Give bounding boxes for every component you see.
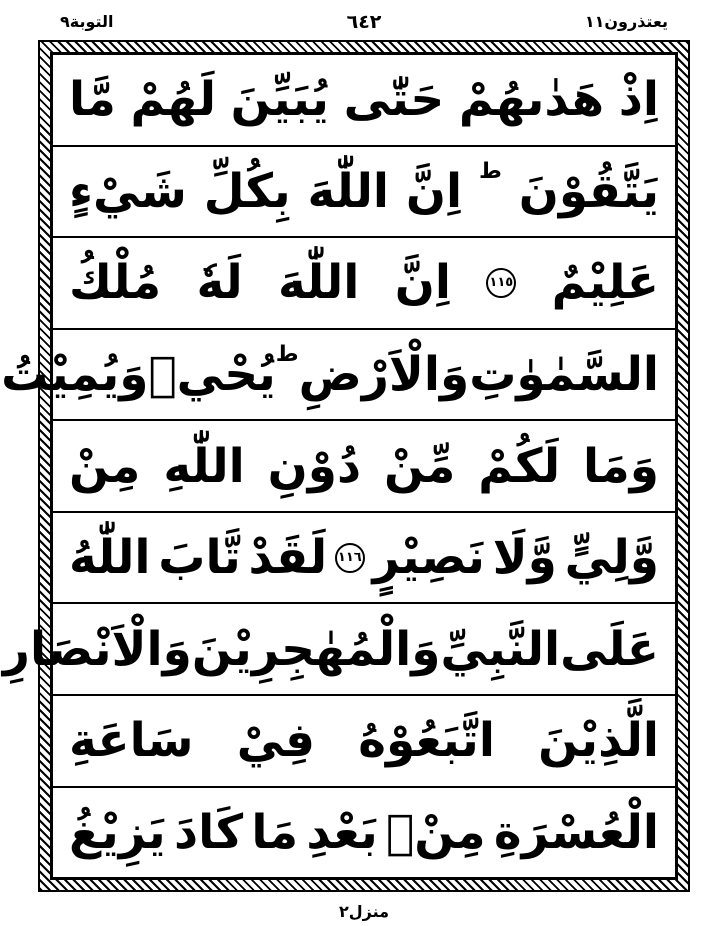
verse-word: الَّذِيْنَ xyxy=(538,713,659,769)
verse-word: اِنَّ xyxy=(394,255,451,311)
waqf-mark: ط xyxy=(275,341,299,367)
ayah-number-marker: ١١٦ xyxy=(335,543,365,573)
verse-word: دُوْنِ xyxy=(267,438,362,494)
verse-word: وَمَا xyxy=(583,438,659,494)
verse-word: لَهٗ xyxy=(196,255,243,311)
page-number: ٦٤٢ xyxy=(346,11,382,33)
verse-word: مُلْكُ xyxy=(69,255,162,311)
verse-word: شَيْءٍ xyxy=(69,163,187,219)
verse-word: سَاعَةِ xyxy=(69,713,194,769)
verse-word: النَّبِيِّ xyxy=(440,621,561,677)
verse-word: الْعُسْرَةِ xyxy=(493,804,659,860)
ayah-number-marker: ١١٥ xyxy=(486,268,516,298)
waqf-mark: ط xyxy=(479,158,502,184)
verse-line xyxy=(1,330,675,422)
verse-word: بَعْدِ xyxy=(306,804,378,860)
verse-word: مَا xyxy=(251,804,299,860)
verse-line xyxy=(53,55,675,147)
verse-word: اِنَّ xyxy=(405,163,463,219)
page-border-frame xyxy=(1,40,690,892)
verse-word: يَزِيْغُ xyxy=(69,804,166,860)
verse-word: نَصِيْرٍ xyxy=(372,530,485,586)
verse-word: اتَّبَعُوْهُ xyxy=(358,713,495,769)
verse-word: اللّٰهَ xyxy=(277,255,360,311)
waqf-mark xyxy=(0,344,1,366)
verse-word: مَّا xyxy=(69,72,116,128)
verse-line xyxy=(53,147,675,239)
verse-word: فِيْ xyxy=(236,713,316,769)
footer-manzil: منزل٢ xyxy=(338,902,390,921)
verse-word: اِذْ xyxy=(618,72,659,128)
verse-line xyxy=(53,513,675,605)
verse-word: عَلَى xyxy=(560,621,659,677)
verse-word: وَّلَا xyxy=(492,530,557,586)
verse-word: عَلِيْمٌ xyxy=(551,255,659,311)
verse-word: يَتَّقُوْنَ xyxy=(518,163,659,219)
verse-lines xyxy=(1,55,675,877)
verse-word: وَالْاَرْضِ xyxy=(298,346,470,402)
verse-word: يُحْيٖ xyxy=(148,346,276,402)
verse-word: السَّمٰوٰتِ xyxy=(469,346,659,402)
text-area xyxy=(1,52,678,880)
verse-word: اللّٰهِ xyxy=(163,438,245,494)
verse-word: مِّنْ xyxy=(384,438,456,494)
verse-word: مِنْ xyxy=(69,438,141,494)
verse-word: هَدٰىهُمْ xyxy=(458,72,605,128)
verse-word: كَادَ xyxy=(173,804,244,860)
verse-line xyxy=(2,604,675,696)
header-juz-name: يعتذرون١١ xyxy=(584,12,668,31)
verse-word: يُبَيِّنَ xyxy=(230,72,329,128)
verse-word: لَهُمْ xyxy=(130,72,216,128)
verse-word: تَّابَ xyxy=(158,530,241,586)
verse-line xyxy=(53,788,675,878)
verse-word: وَالْمُهٰجِرِيْنَ xyxy=(191,621,441,677)
verse-line xyxy=(53,421,675,513)
verse-word: وَالْاَنْصَارِ xyxy=(2,621,192,677)
verse-line xyxy=(53,696,675,788)
verse-word: لَكُمْ xyxy=(478,438,561,494)
verse-word: حَتّٰى xyxy=(343,72,445,128)
header-surah-name: التوبة٩ xyxy=(60,12,114,31)
verse-word: اللّٰهَ xyxy=(307,163,389,219)
verse-word: وَّلِيٍّ xyxy=(564,530,659,586)
verse-word: اللّٰهُ xyxy=(69,530,151,586)
verse-line xyxy=(53,238,675,330)
verse-word: لَقَدْ xyxy=(248,530,328,586)
verse-word: مِنْۢ xyxy=(386,804,486,860)
verse-word: بِكُلِّ xyxy=(203,163,291,219)
verse-word: وَيُمِيْتُ xyxy=(1,346,149,402)
